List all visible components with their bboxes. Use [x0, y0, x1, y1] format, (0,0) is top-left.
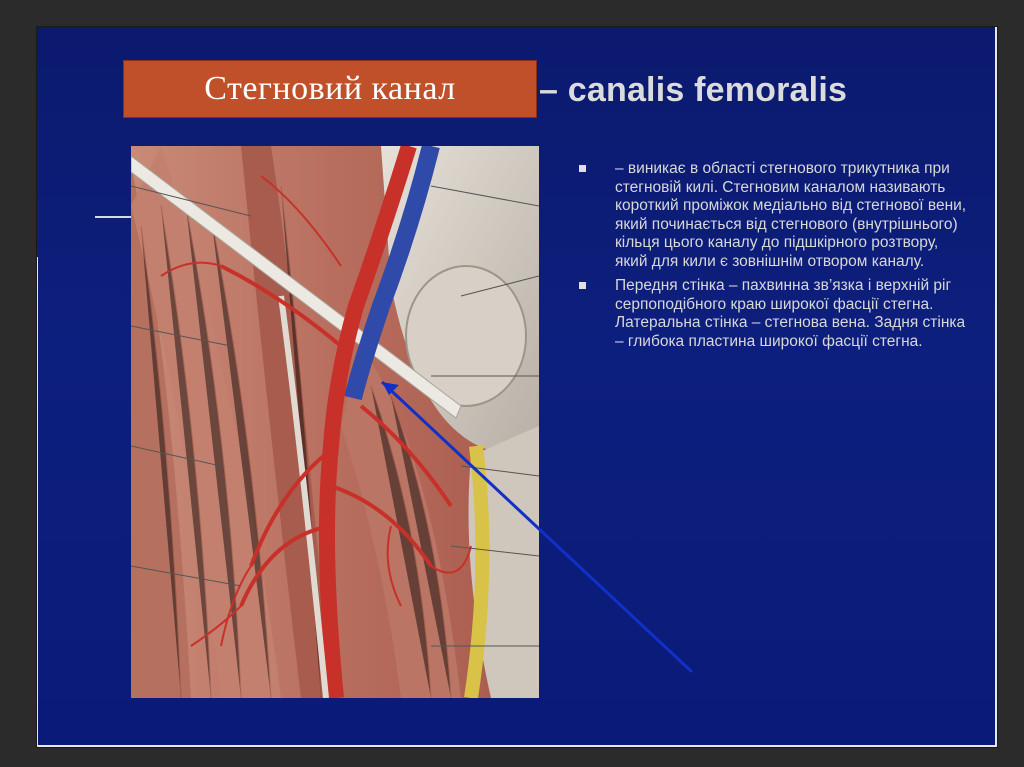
bullet-square-icon — [579, 282, 586, 289]
slide-frame-bottom — [37, 745, 997, 747]
slide — [37, 27, 997, 747]
bullet-list — [579, 160, 974, 357]
title-latin: – canalis femoralis — [539, 71, 848, 109]
slide-frame-left — [37, 257, 38, 747]
bullet-square-icon — [579, 165, 586, 172]
bullet-item — [579, 160, 974, 271]
decorative-tick — [95, 216, 131, 218]
slide-frame-right — [995, 27, 997, 747]
bullet-text-definition: – виникає в області стегнового трикутника при стегновій килі. Стегновим каналом називають короткий проміжок медіально від стегнової вени, який починається від стегнового (внутрішнього) кільця цього каналу до підшкірного розтвору, який для кили є зовнішнім отвором каналу. — [615, 160, 967, 270]
anatomy-illustration — [131, 146, 539, 698]
title-ukrainian: Стегновий канал — [123, 60, 537, 118]
anatomy-illustration-svg — [131, 146, 539, 698]
bullet-text-walls: Передня стінка – пахвинна зв’язка і верхній ріг серпоподібного краю широкої фасції стегна. Латеральна стінка – стегнова вена. Задня стінка – глибока пластина широкої фасції стегна. — [615, 277, 966, 350]
bullet-item — [579, 277, 974, 351]
